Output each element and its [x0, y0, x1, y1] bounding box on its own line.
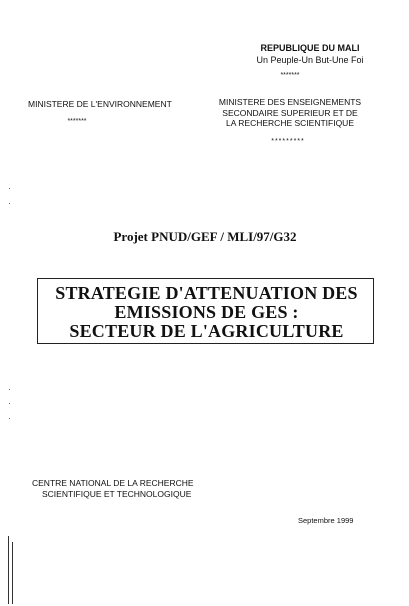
- ministry-education-line: MINISTERE DES ENSEIGNEMENTS: [218, 97, 362, 107]
- publication-date: Septembre 1999: [298, 516, 354, 525]
- ministry-environment: MINISTERE DE L'ENVIRONNEMENT: [28, 99, 172, 109]
- ministry-education-line: LA RECHERCHE SCIENTIFIQUE: [226, 118, 354, 128]
- issuing-centre-line: CENTRE NATIONAL DE LA RECHERCHE: [32, 478, 194, 488]
- project-reference: Projet PNUD/GEF / MLI/97/G32: [113, 229, 297, 244]
- ministry-education-line: SECONDAIRE SUPERIEUR ET DE: [222, 107, 358, 118]
- issuing-centre: [32, 478, 232, 500]
- scan-margin-line: [12, 542, 13, 604]
- document-title-line: SECTEUR DE L'AGRICULTURE: [69, 321, 344, 341]
- separator-stars: *******: [67, 118, 87, 125]
- separator-stars: *******: [280, 72, 300, 79]
- issuing-centre-line: SCIENTIFIQUE ET TECHNOLOGIQUE: [42, 489, 192, 499]
- scan-margin-line: [8, 536, 9, 604]
- separator-stars: *********: [271, 138, 305, 145]
- document-title-box: [37, 278, 374, 344]
- document-title-line: EMISSIONS DE GES :: [114, 302, 299, 322]
- scan-speck: [9, 203, 10, 204]
- document-title-line: STRATEGIE D'ATTENUATION DES: [55, 283, 358, 303]
- scan-speck: [9, 389, 10, 390]
- scan-speck: [9, 403, 10, 404]
- scan-speck: [9, 188, 10, 189]
- ministry-education: [205, 97, 375, 129]
- national-motto: Un Peuple-Un But-Une Foi: [256, 55, 364, 65]
- scan-speck: [9, 418, 10, 419]
- republic-name: REPUBLIQUE DU MALI: [260, 43, 360, 53]
